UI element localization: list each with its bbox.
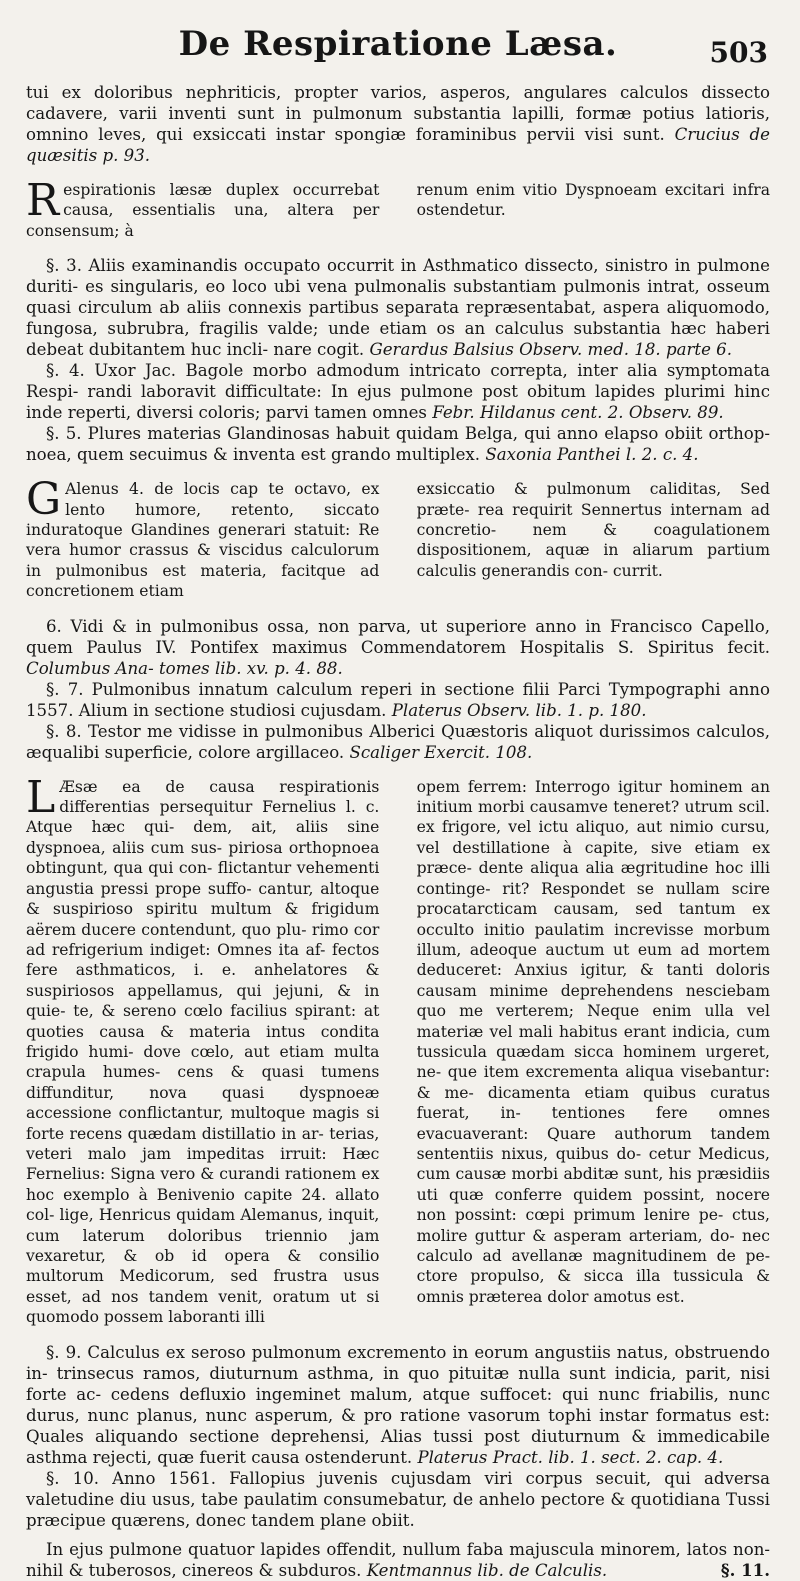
section-paragraph [26,616,770,679]
final-paragraph [26,1539,770,1581]
section-paragraph [26,255,770,360]
dropcap: G [26,474,62,526]
section-text: §. 3. Aliis examinandis occupato occurrit in Asthmatico dissecto, sinistro in pulmone duriti- es singularis, eo loco ubi vena pulmonalis substantiam pulmonis intrat, osseum quasi circulum ab aliis connexis partibus separata repræsentabat, aspera aliquomodo, fungosa, subrubra, fragilis valde; unde etiam os an calculus substantia hæc haberi debeat dubitantem huc incli- nare cogit. [26,256,770,360]
final-text: In ejus pulmone quatuor lapides offendit, nullum faba majuscula minorem, latos non- nihil & tuberosos, cinereos & subduros. [26,1539,770,1580]
section-text: §. 5. Plures materias Glandinosas habuit quidam Belga, qui anno elapso obiit orthop- noea, quem secuimus & inventa est grando multiplex. [26,424,770,465]
page-header [26,24,770,82]
comment-3-left-text: Æsæ ea de causa respirationis differentias persequitur Fernelius l. c. Atque hæc qui- dem, ait, aliis sine dyspnoea, aliis cum sus- piriosa orthopnoea obtingunt, qua qui con- flictantur vehementi angustia pressi prope suffo- cantur, altoque & suspirioso spiritu multum & frigidum aërem ducere contendunt, quo plu- rimo cor ad refrigerium indiget: Omnes ita af- fectos fere asthmaticos, i. e. anhelatores & suspiriosos appellamus, qui jejuni, & in quie- te, & sereno cœlo facilius spirant: at quoties causa & materia intus condita frigido humi- dove cœlo, aut etiam multa crapula humes- cens & quasi tumens diffunditur, nova quasi dyspnoeæ accessione conflictantur, multoque magis si forte recens quædam distillatio in ar- terias, veteri malo jam impeditas irruit: Hæc Fernelius: Signa vero & curandi rationem ex hoc exemplo à Benivenio capite 24. allato col- lige, Henricus quidam Alemanus, inquit, cum laterum doloribus triennio jam vexaretur, & ob id opera & consilio multorum Medicorum, sed frustra usus esset, ad nos tandem venit, oratum ut si quomodo possem laboranti illi [26,777,380,1327]
comment-3-left-column [26,771,380,1328]
dropcap: R [26,175,60,226]
page-number: 503 [709,36,768,69]
page-title: De Respiratione Læsa. [178,24,618,64]
section-citation: Scaliger Exercit. 108. [349,742,533,762]
section-text: §. 9. Calculus ex seroso pulmonum excremento in eorum angustiis natus, obstruendo in- trinsecus ramos, diuturnum asthma, in quo pituitæ nulla sunt indicia, parit, nisi forte ac- cedens defluxio ingeminet malum, atque suffocet: qui nunc friabilis, nunc durus, nunc planus, nunc asperum, & pro ratione vasorum tophi instar formatus est: Quales aliquando sectione deprehensi, Alias tussi post diuturnum & immedicabile asthma rejecti, quæ fuerit causa ostenderunt. [26,1342,770,1467]
comment-2-right-column: exsiccatio & pulmonum caliditas, Sed præte- rea requirit Sennertus internam ad concretio- nem & coagulationem dispositionem, aquæ in aliarum partium calculis generandis con- currit. [416,480,770,580]
section-text: §. 7. Pulmonibus innatum calculum reperi in sectione filii Parci Tympographi anno 1557. Alium in sectione studiosi cujusdam. [26,679,770,720]
comment-block-1 [26,175,770,241]
section-paragraph [26,423,770,465]
intro-citation: Crucius de quæsitis p. 93. [26,125,771,165]
section-paragraph [26,721,770,763]
intro-text: tui ex doloribus nephriticis, propter varios, asperos, angulares calculos dissecto cadavere, varii inventi sunt in pulmonum substantia lapilli, formæ potius latioris, omnino leves, qui exsiccati instar spongiæ foraminibus pervii visi sunt. [26,83,770,144]
section-paragraph [26,1342,770,1468]
section-text: §. 10. Anno 1561. Fallopius juvenis cujusdam viri corpus secuit, qui adversa valetudine diu usus, tabe paulatim consumebatur, de anhelo pectore & quotidiana Tussi præcipue quærens, donec tandem plane obiit. [26,1468,770,1530]
section-text: §. 4. Uxor Jac. Bagole morbo admodum intricato correpta, inter alia symptomata Respi- randi laboravit difficultate: In ejus pulmone post obitum lapides plurimi hinc inde reperti, diversi coloris; parvi tamen omnes [26,361,770,423]
comment-2-left-column [26,474,380,601]
section-citation: Platerus Observ. lib. 1. p. 180. [391,700,647,720]
final-citation: Kentmannus lib. de Calculis. [366,1560,608,1580]
section-citation: Columbus Ana- tomes lib. xv. p. 4. 88. [26,658,343,678]
section-paragraph [26,360,770,423]
comment-block-2 [26,474,770,601]
section-citation: Saxonia Panthei l. 2. c. 4. [485,445,699,465]
section-paragraph [26,1468,770,1531]
section-citation: Febr. Hildanus cent. 2. Observ. 89. [432,403,724,423]
intro-paragraph [26,82,770,166]
comment-1-right-column: renum enim vitio Dyspnoeam excitari infra ostendetur. [416,181,770,220]
comment-block-3 [26,771,770,1328]
comment-1-left-text: espirationis læsæ duplex occurrebat causa, essentialis una, altera per consensum; à [26,181,380,240]
dropcap: L [26,771,56,823]
section-citation: Platerus Pract. lib. 1. sect. 2. cap. 4. [417,1447,724,1467]
section-text: §. 8. Testor me vidisse in pulmonibus Alberici Quæstoris aliquot durissimos calculos, æqualibi superficie, colore argillaceo. [26,721,770,762]
comment-2-left-text: Alenus 4. de locis cap te octavo, ex lento humore, retento, siccato induratoque Glandines generari statuit: Re vera humor crassus & viscidus calculorum in pulmonibus est materia, facitque ad concretionem etiam [26,480,380,601]
section-paragraph [26,679,770,721]
comment-3-right-column: opem ferrem: Interrogo igitur hominem an initium morbi causamve teneret? utrum scil. ex frigore, vel ictu aliquo, aut nimio cursu, vel destillatione à capite, sive etiam ex præce- dente aliqua alia ægritudine hoc illi continge- rit? Respondet se nullam scire procatarcticam causam, sed tantum ex occulto initio paulatim increvisse morbum illum, adeoque auctum ut eum ad mortem deduceret: Anxius igitur, & tanti doloris causam minime deprehendens nesciebam quo me verterem; Neque enim ulla vel materiæ vel mali habitus erant indicia, cum tussicula quædam sicca hominem urgeret, ne- que item excrementa aliqua visebantur: & me- dicamenta etiam quibus curatus fuerat, in- tentiones fere omnes evacuaverant: Quare authorum tandem sententiis nixus, quibus do- cetur Medicus, cum causæ morbi abditæ sunt, his præsidiis uti quæ conferre quidem possint, nocere non possint: cœpi primum lenire pe- ctus, molire guttur & asperam arteriam, do- nec calculo ad avellanæ magnitudinem de pe- ctore propulso, & sicca illa tussicula & omnis præterea dolor amotus est. [416,777,770,1306]
comment-1-left-column [26,175,380,241]
section-text: 6. Vidi & in pulmonibus ossa, non parva, ut superiore anno in Francisco Capello, quem Paulus IV. Pontifex maximus Commendatorem Hospitalis S. Spiritus fecit. [26,616,770,657]
section-citation: Gerardus Balsius Observ. med. 18. parte 6. [369,340,732,360]
catchword: §. 11. [720,1559,770,1580]
